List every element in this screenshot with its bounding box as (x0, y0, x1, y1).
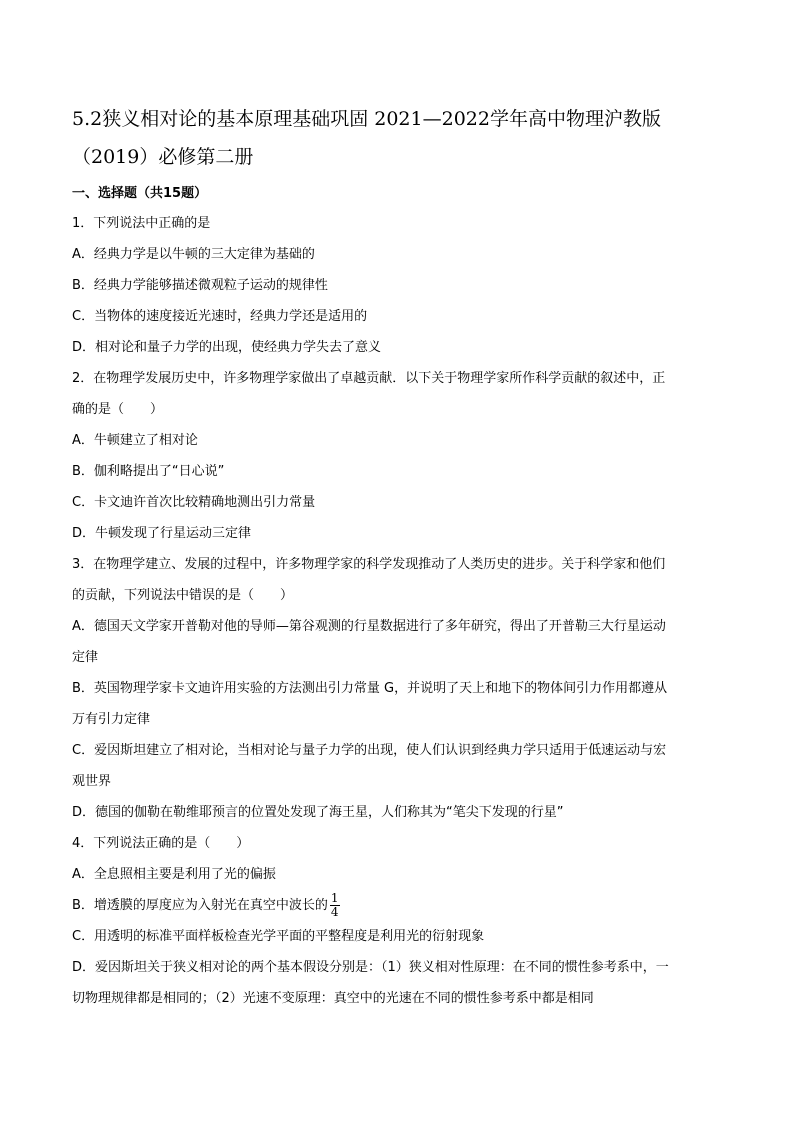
question-stem-line: 2．在物理学发展历史中，许多物理学家做出了卓越贡献．以下关于物理学家所作科学贡献的叙述中，正 (72, 371, 666, 386)
option-c-continued: 观世界 (72, 774, 112, 789)
option-b (72, 890, 722, 921)
question-stem-line: 4．下列说法正确的是（ ） (72, 836, 250, 851)
option-c: C．卡文迪许首次比较精确地测出引力常量 (72, 495, 316, 510)
option-b: B．英国物理学家卡文迪许用实验的方法测出引力常量 G，并说明了天上和地下的物体间引力作用都遵从 (72, 681, 668, 696)
option-b-text: B．增透膜的厚度应为入射光在真空中波长的 (72, 898, 328, 913)
section-heading: 一、选择题（共15题） (72, 186, 208, 201)
option-c: C．用透明的标准平面样板检查光学平面的平整程度是利用光的衍射现象 (72, 929, 485, 944)
fraction-denominator: 4 (330, 905, 339, 919)
option-c: C．当物体的速度接近光速时，经典力学还是适用的 (72, 309, 368, 324)
question-stem-line: 的贡献，下列说法中错误的是（ ） (72, 588, 294, 603)
fraction-one-quarter (330, 892, 340, 919)
question-1 (72, 208, 722, 363)
option-b: B．伽利略提出了“日心说” (72, 464, 225, 479)
question-stem-line: 3．在物理学建立、发展的过程中，许多物理学家的科学发现推动了人类历史的进步。关于科学家和他们 (72, 557, 666, 572)
fraction-numerator: 1 (330, 891, 339, 905)
option-d: D．牛顿发现了行星运动三定律 (72, 526, 252, 541)
document-page (72, 100, 722, 1014)
option-b-continued: 万有引力定律 (72, 712, 151, 727)
option-c: C．爱因斯坦建立了相对论，当相对论与量子力学的出现，使人们认识到经典力学只适用于低速运动与宏 (72, 743, 667, 758)
question-stem-line: 1．下列说法中正确的是 (72, 216, 211, 231)
option-a-continued: 定律 (72, 650, 99, 665)
option-d: D．相对论和量子力学的出现，使经典力学失去了意义 (72, 340, 382, 355)
option-a: A．经典力学是以牛顿的三大定律为基础的 (72, 247, 315, 262)
question-4 (72, 828, 722, 1014)
option-d: D．德国的伽勒在勒维耶预言的位置处发现了海王星，人们称其为“笔尖下发现的行星” (72, 805, 564, 820)
option-a: A．全息照相主要是利用了光的偏振 (72, 867, 276, 882)
document-title (72, 100, 722, 176)
option-d-continued: 切物理规律都是相同的；（2）光速不变原理：真空中的光速在不同的惯性参考系中都是相同 (72, 991, 594, 1006)
option-b: B．经典力学能够描述微观粒子运动的规律性 (72, 278, 328, 293)
title-line-2: （2019）必修第二册 (72, 146, 254, 168)
question-3 (72, 549, 722, 828)
option-d: D．爱因斯坦关于狭义相对论的两个基本假设分别是：（1）狭义相对性原理：在不同的惯性参考系中，一 (72, 960, 669, 975)
question-2 (72, 363, 722, 549)
title-line-1: 5.2狭义相对论的基本原理基础巩固 2021—2022学年高中物理沪教版 (72, 108, 661, 130)
option-a: A．德国天文学家开普勒对他的导师—第谷观测的行星数据进行了多年研究，得出了开普勒三大行星运动 (72, 619, 666, 634)
question-stem-line: 确的是（ ） (72, 402, 164, 417)
option-a: A．牛顿建立了相对论 (72, 433, 198, 448)
